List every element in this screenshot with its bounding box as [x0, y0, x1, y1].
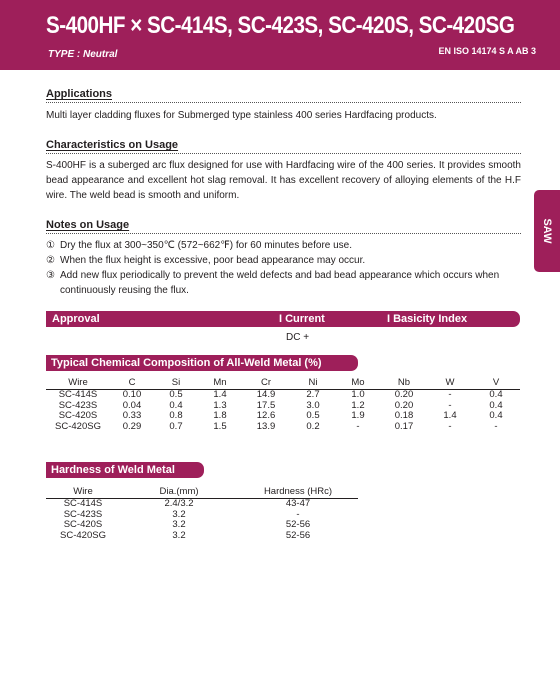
column-header: Ni	[290, 376, 336, 390]
column-header: Mo	[336, 376, 380, 390]
value-cell: 2.7	[306, 389, 320, 400]
characteristics-heading: Characteristics on Usage	[46, 139, 521, 154]
current-value: DC +	[286, 332, 310, 343]
value-cell: -	[296, 508, 300, 520]
value-cell: 0.29	[122, 420, 142, 432]
value-cell: 0.04	[122, 399, 142, 411]
characteristics-text: S-400HF is a suberged arc flux designed for use with Hardfacing wire of the 400 series. It provides smooth bead appearance and excellent hot slag removal. It has excellent recovery of alloying elements of the H.F wire. The weld bead is smooth and uniform.	[46, 160, 521, 201]
value-cell: 3.0	[306, 399, 320, 411]
column-header: Cr	[242, 376, 290, 390]
value-cell: 14.9	[256, 389, 276, 400]
wire-cell: SC-414S	[63, 498, 103, 509]
header-banner	[0, 0, 560, 70]
value-cell: 0.17	[394, 420, 414, 432]
basicity-header: I Basicity Index	[387, 313, 468, 325]
value-cell: 0.5	[169, 389, 183, 400]
column-header: V	[472, 376, 520, 390]
value-cell: 0.5	[306, 410, 320, 421]
value-cell: -	[494, 420, 498, 432]
list-item: ① Dry the flux at 300~350℃ (572~662℉) for 60 minutes before use.	[46, 240, 353, 251]
flux-type-label: TYPE : Neutral	[48, 49, 118, 60]
saw-side-tab	[534, 190, 560, 272]
notes-heading: Notes on Usage	[46, 219, 521, 234]
chemical-heading-bar	[46, 355, 358, 371]
value-cell: 3.2	[172, 508, 186, 520]
column-header: Dia.(mm)	[120, 485, 238, 499]
value-cell: 1.5	[213, 420, 227, 432]
column-header: Si	[154, 376, 198, 390]
wire-cell: SC-414S	[58, 389, 98, 400]
value-cell: 17.5	[256, 399, 276, 411]
value-cell: 1.4	[443, 410, 457, 421]
wire-cell: SC-423S	[58, 399, 98, 411]
column-header: Wire	[46, 485, 120, 499]
table-row	[46, 422, 520, 433]
value-cell: 3.2	[172, 529, 186, 541]
value-cell: 1.8	[213, 410, 227, 421]
applications-heading: Applications	[46, 88, 521, 103]
value-cell: 3.2	[172, 519, 186, 530]
value-cell: 43-47	[285, 498, 311, 509]
wire-cell: SC-423S	[63, 508, 103, 520]
value-cell: 0.33	[122, 410, 142, 421]
table-row	[46, 520, 358, 531]
value-cell: 0.4	[489, 389, 503, 400]
value-cell: 1.9	[351, 410, 365, 421]
table-row	[46, 499, 358, 510]
value-cell: 0.4	[169, 399, 183, 411]
value-cell: 0.10	[122, 389, 142, 400]
table-row	[46, 531, 358, 542]
value-cell: 0.4	[489, 410, 503, 421]
hardness-table	[46, 485, 358, 541]
applications-text: Multi layer cladding fluxes for Submerged type stainless 400 series Hardfacing products.	[46, 110, 437, 121]
wire-cell: SC-420S	[63, 519, 103, 530]
value-cell: 13.9	[256, 420, 276, 432]
value-cell: -	[448, 389, 452, 400]
wire-cell: SC-420S	[58, 410, 98, 421]
notes-list	[46, 238, 521, 298]
column-header: Hardness (HRc)	[238, 485, 358, 499]
current-header: I Current	[279, 313, 325, 325]
value-cell: 1.0	[351, 389, 365, 400]
column-header: Nb	[380, 376, 428, 390]
column-header: C	[110, 376, 154, 390]
table-row	[46, 390, 520, 401]
value-cell: 0.20	[394, 399, 414, 411]
approval-bar	[46, 311, 520, 327]
column-header: Mn	[198, 376, 242, 390]
hardness-heading-bar	[46, 462, 204, 478]
table-header-row	[46, 485, 358, 499]
value-cell: 0.8	[169, 410, 183, 421]
standard-label: EN ISO 14174 S A AB 3	[438, 46, 536, 56]
chemical-table	[46, 376, 520, 432]
value-cell: 1.4	[213, 389, 227, 400]
list-item: ③ Add new flux periodically to prevent the weld defects and bad bead appearance which occurs when continuously reusing the flux.	[46, 270, 500, 296]
page-title: S-400HF × SC-414S, SC-423S, SC-420S, SC-420SG	[46, 12, 515, 39]
column-header: W	[428, 376, 472, 390]
value-cell: 0.20	[394, 389, 414, 400]
value-cell: 52-56	[285, 519, 311, 530]
value-cell: 1.3	[213, 399, 227, 411]
value-cell: -	[356, 420, 360, 432]
wire-cell: SC-420SG	[60, 529, 106, 541]
value-cell: 2.4/3.2	[164, 498, 194, 509]
list-item: ② When the flux height is excessive, poor bead appearance may occur.	[46, 255, 366, 266]
column-header: Wire	[46, 376, 110, 390]
chemical-heading: Typical Chemical Composition of All-Weld Metal (%)	[51, 357, 322, 369]
approval-header: Approval	[52, 313, 100, 325]
table-row	[46, 411, 520, 422]
value-cell: -	[448, 420, 452, 432]
wire-cell: SC-420SG	[55, 420, 101, 432]
value-cell: 12.6	[256, 410, 276, 421]
value-cell: 0.7	[169, 420, 183, 432]
value-cell: -	[448, 399, 452, 411]
value-cell: 1.2	[351, 399, 365, 411]
value-cell: 0.4	[489, 399, 503, 411]
value-cell: 0.18	[394, 410, 414, 421]
value-cell: 52-56	[285, 529, 311, 541]
hardness-heading: Hardness of Weld Metal	[51, 464, 175, 476]
table-header-row	[46, 376, 520, 390]
value-cell: 0.2	[306, 420, 320, 432]
saw-tab-label: SAW	[541, 218, 553, 244]
